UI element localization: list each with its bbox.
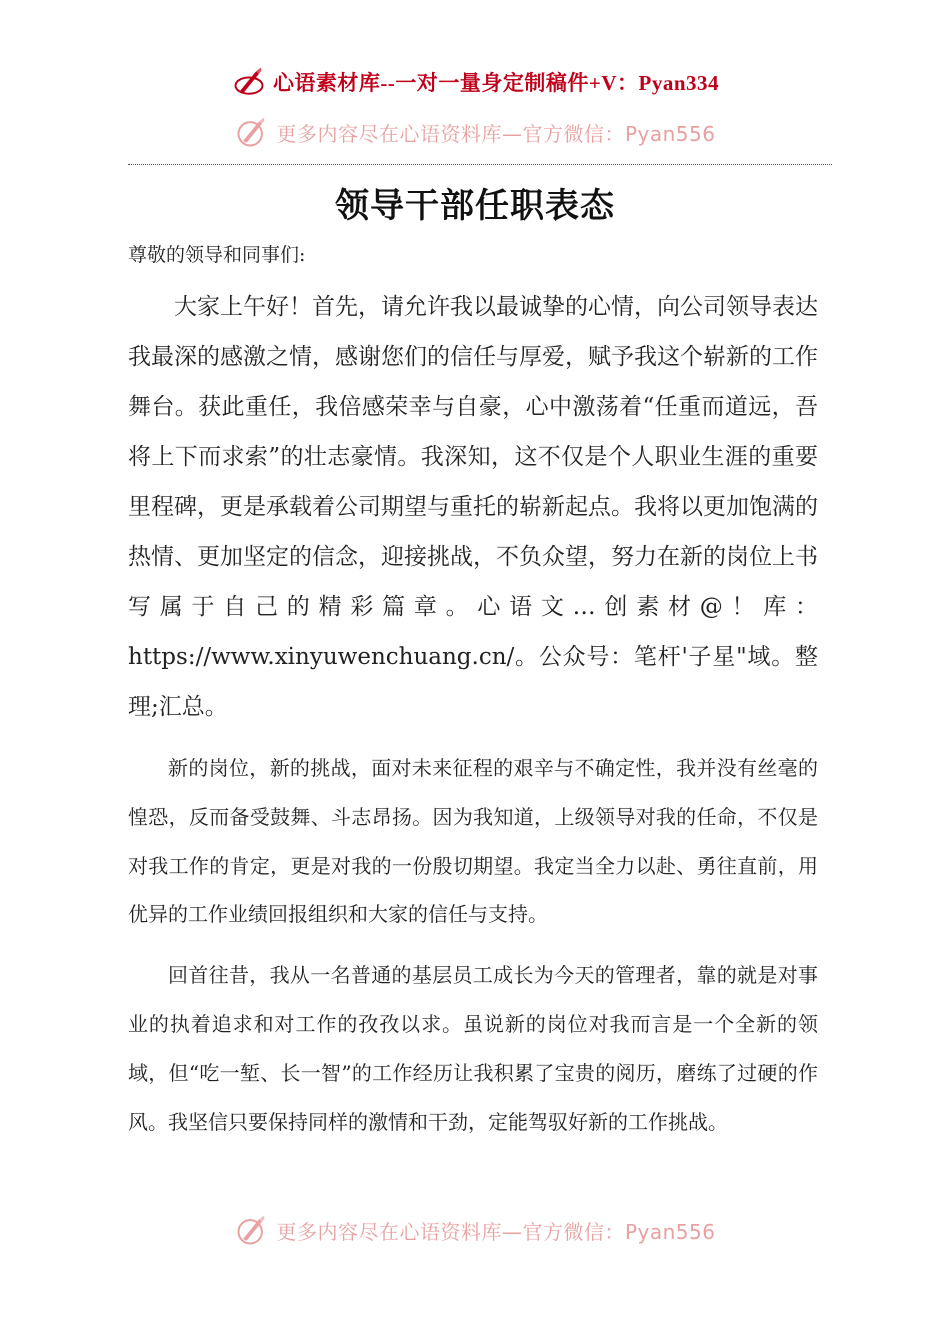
quill-pen-logo-icon [231,64,267,100]
footer-sub-text: 更多内容尽在心语资料库—官方微信：Pyan556 [276,1219,716,1244]
paragraph-1: 大家上午好！首先，请允许我以最诚挚的心情，向公司领导表达我最深的感激之情，感谢您们的信任与厚爱，赋予我这个崭新的工作舞台。获此重任，我倍感荣幸与自豪，心中激荡着“任重而道远，吾将上下而求索”的壮志豪情。我深知，这不仅是个人职业生涯的重要里程碑，更是承载着公司期望与重托的崭新起点。我将以更加饱满的热情、更加坚定的信念，迎接挑战，不负众望，努力在新的岗位上书写属于自己的精彩篇章。心语文…创素材@！库：https://www.xinyuwenchuang.cn/。公众号：笔杆'子星"域。整理;汇总。 [128,294,818,720]
quill-pen-logo-icon [234,114,270,150]
paragraph-2: 新的岗位，新的挑战，面对未来征程的艰辛与不确定性，我并没有丝毫的惶恐，反而备受鼓舞、斗志昂扬。因为我知道，上级领导对我的任命，不仅是对我工作的肯定，更是对我的一份殷切期望。我定当全力以赴、勇往直前，用优异的工作业绩回报组织和大家的信任与支持。 [128,756,818,927]
quill-pen-logo-icon [234,1212,270,1248]
header-sub-line [0,112,950,152]
header-divider [128,164,832,165]
page-title: 领导干部任职表态 [335,188,615,225]
salutation: 尊敬的领导和同事们: [128,244,306,266]
document-body [128,282,818,1158]
header-sub-text: 更多内容尽在心语资料库—官方微信：Pyan556 [276,121,716,146]
header-brand-line [0,62,950,102]
brand-line-text: 心语素材库--一对一量身定制稿件+V：Pyan334 [272,71,720,95]
footer-watermark [0,1210,950,1250]
paragraph-3: 回首往昔，我从一名普通的基层员工成长为今天的管理者，靠的就是对事业的执着追求和对工作的孜孜以求。虽说新的岗位对我而言是一个全新的领域，但“吃一堑、长一智”的工作经历让我积累了宝贵的阅历，磨练了过硬的作风。我坚信只要保持同样的激情和干劲，定能驾驭好新的工作挑战。 [128,963,818,1134]
